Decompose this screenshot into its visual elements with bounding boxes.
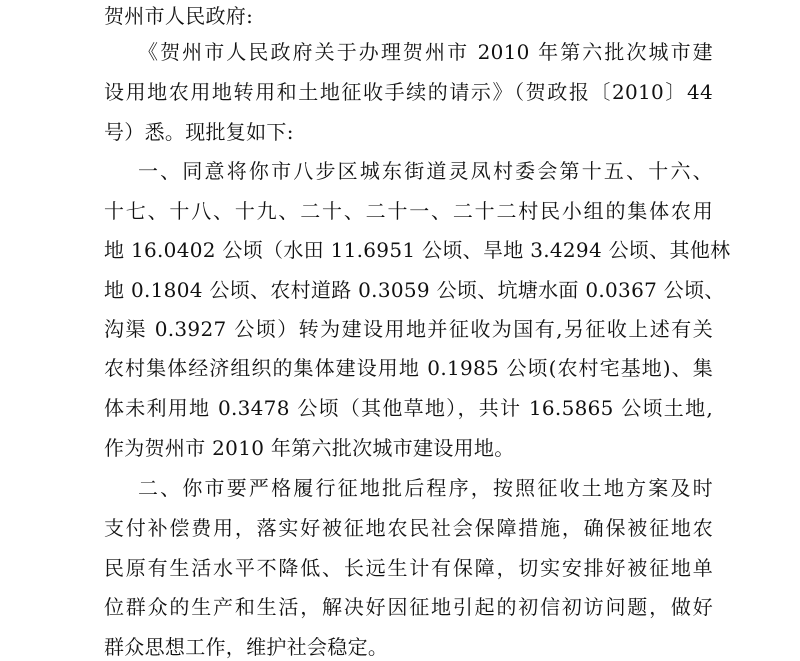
intro-line-3: 号）悉。现批复如下: [104, 120, 294, 144]
item-one-line-5: 沟渠 0.3927 公顷）转为建设用地并征收为国有,另征收上述有关 [104, 317, 713, 341]
item-two-line-2: 支付补偿费用，落实好被征地农民社会保障措施，确保被征地农 [104, 516, 713, 540]
intro-line-1: 《贺州市人民政府关于办理贺州市 2010 年第六批次城市建 [138, 40, 713, 64]
item-one-line-3: 地 16.0402 公顷（水田 11.6951 公顷、旱地 3.4294 公顷、其他林 [104, 238, 731, 262]
item-one-line-1: 一、同意将你市八步区城东街道灵凤村委会第十五、十六、 [138, 159, 713, 183]
item-one-line-2: 十七、十八、十九、二十、二十一、二十二村民小组的集体农用 [104, 199, 713, 223]
item-two-line-1: 二、你市要严格履行征地批后程序，按照征收土地方案及时 [138, 476, 713, 500]
item-two-line-3: 民原有生活水平不降低、长远生计有保障，切实安排好被征地单 [104, 556, 713, 580]
addressee-line: 贺州市人民政府: [104, 4, 254, 28]
item-one-line-8: 作为贺州市 2010 年第六批次城市建设用地。 [104, 436, 515, 460]
item-one-line-7: 体未利用地 0.3478 公顷（其他草地），共计 16.5865 公顷土地, [104, 396, 713, 420]
intro-line-2: 设用地农用地转用和土地征收手续的请示》（贺政报〔2010〕44 [104, 80, 713, 104]
item-one-line-4: 地 0.1804 公顷、农村道路 0.3059 公顷、坑塘水面 0.0367 公顷、 [104, 278, 725, 302]
item-two-line-5: 群众思想工作，维护社会稳定。 [104, 635, 389, 659]
item-one-line-6: 农村集体经济组织的集体建设用地 0.1985 公顷(农村宅基地)、集 [104, 356, 713, 380]
item-two-line-4: 位群众的生产和生活，解决好因征地引起的初信初访问题，做好 [104, 595, 713, 619]
